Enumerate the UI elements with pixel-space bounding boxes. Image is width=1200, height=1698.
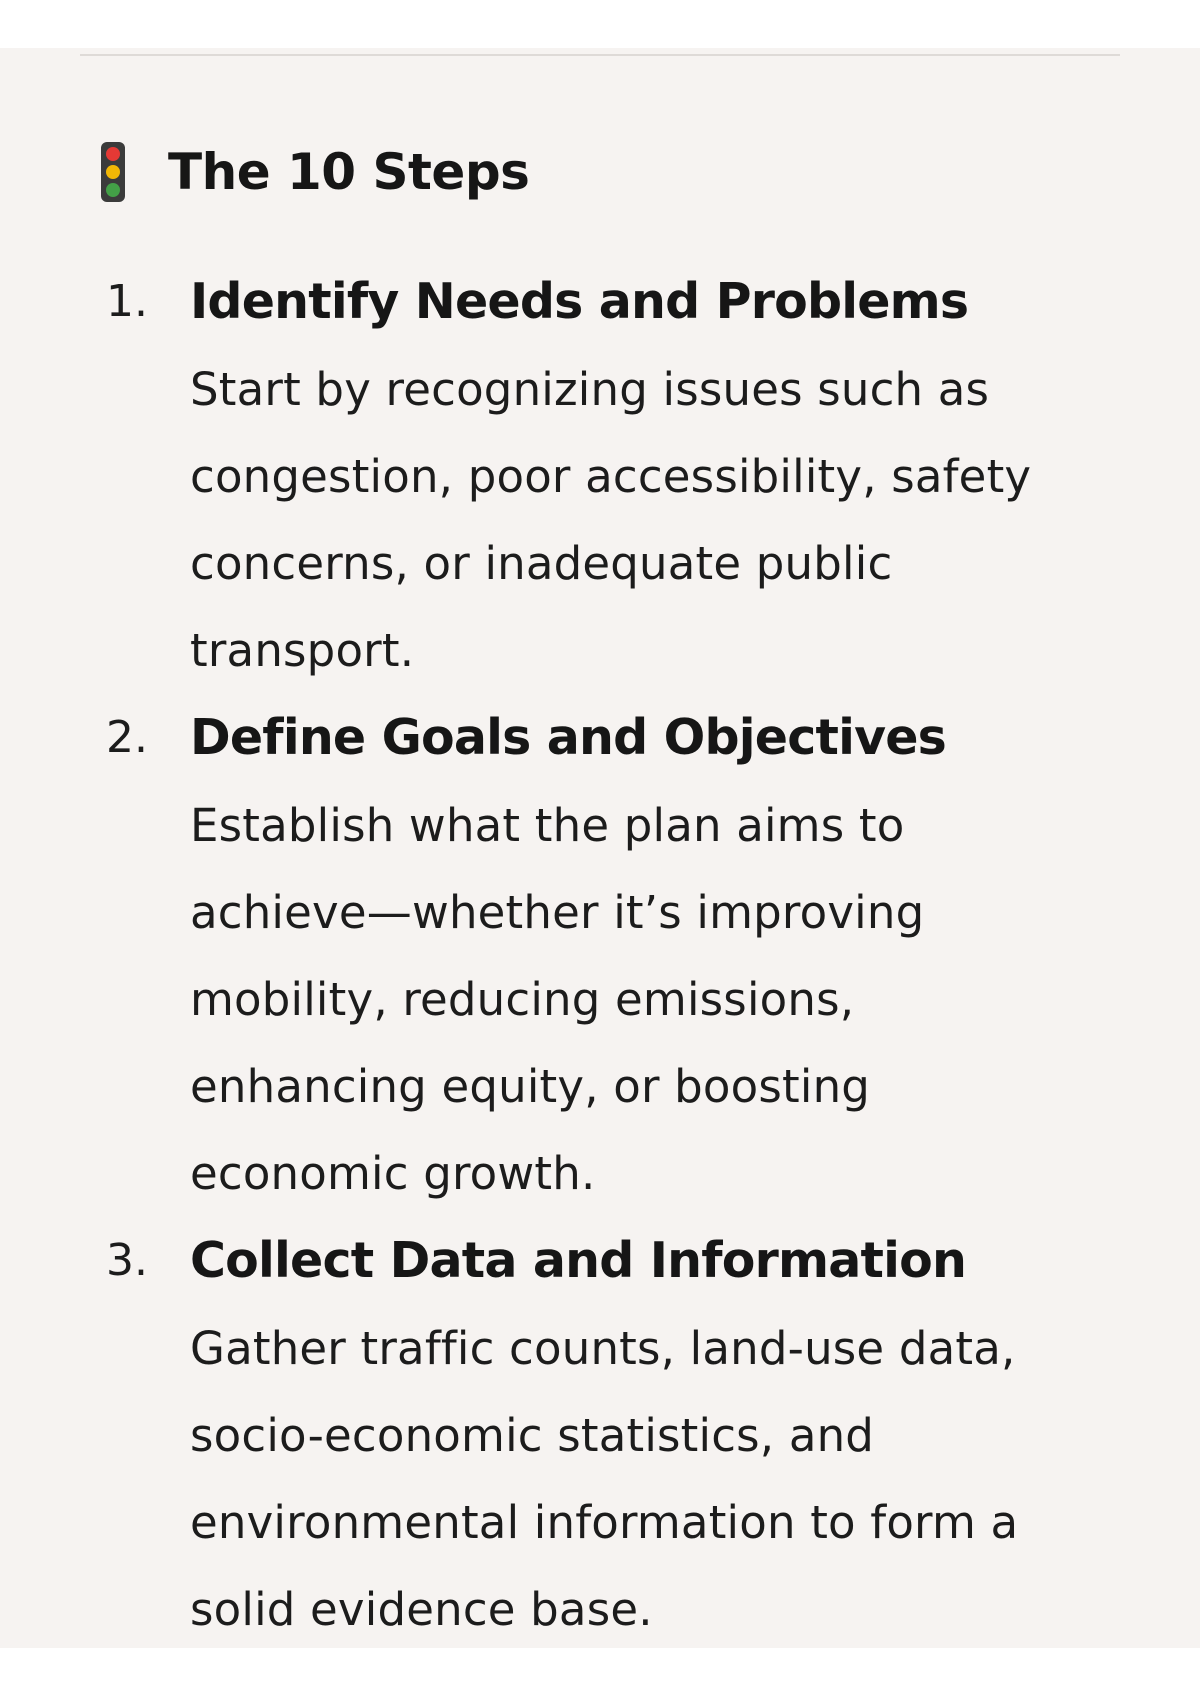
section-heading xyxy=(100,140,529,204)
section-title: The 10 Steps xyxy=(168,143,530,201)
step-item xyxy=(100,1217,1140,1653)
step-item xyxy=(100,694,1140,1217)
steps-list xyxy=(100,258,1140,1653)
step-title: Identify Needs and Problems xyxy=(190,273,969,330)
step-description: Gather traffic counts, land-use data, socio-economic statistics, and environmental information to form a solid evidence base. xyxy=(190,1322,1019,1636)
step-number: 1. xyxy=(106,276,148,327)
step-number: 3. xyxy=(106,1235,148,1286)
step-title: Define Goals and Objectives xyxy=(190,709,947,766)
traffic-light-icon xyxy=(100,142,126,202)
step-description: Establish what the plan aims to achieve—whether it’s improving mobility, reducing emissions, enhancing equity, or boosting economic growth. xyxy=(190,799,925,1200)
step-number: 2. xyxy=(106,712,148,763)
section-divider xyxy=(80,54,1120,56)
step-item xyxy=(100,258,1140,694)
step-description: Start by recognizing issues such as congestion, poor accessibility, safety concerns, or inadequate public transport. xyxy=(190,363,1032,677)
step-title: Collect Data and Information xyxy=(190,1232,967,1289)
